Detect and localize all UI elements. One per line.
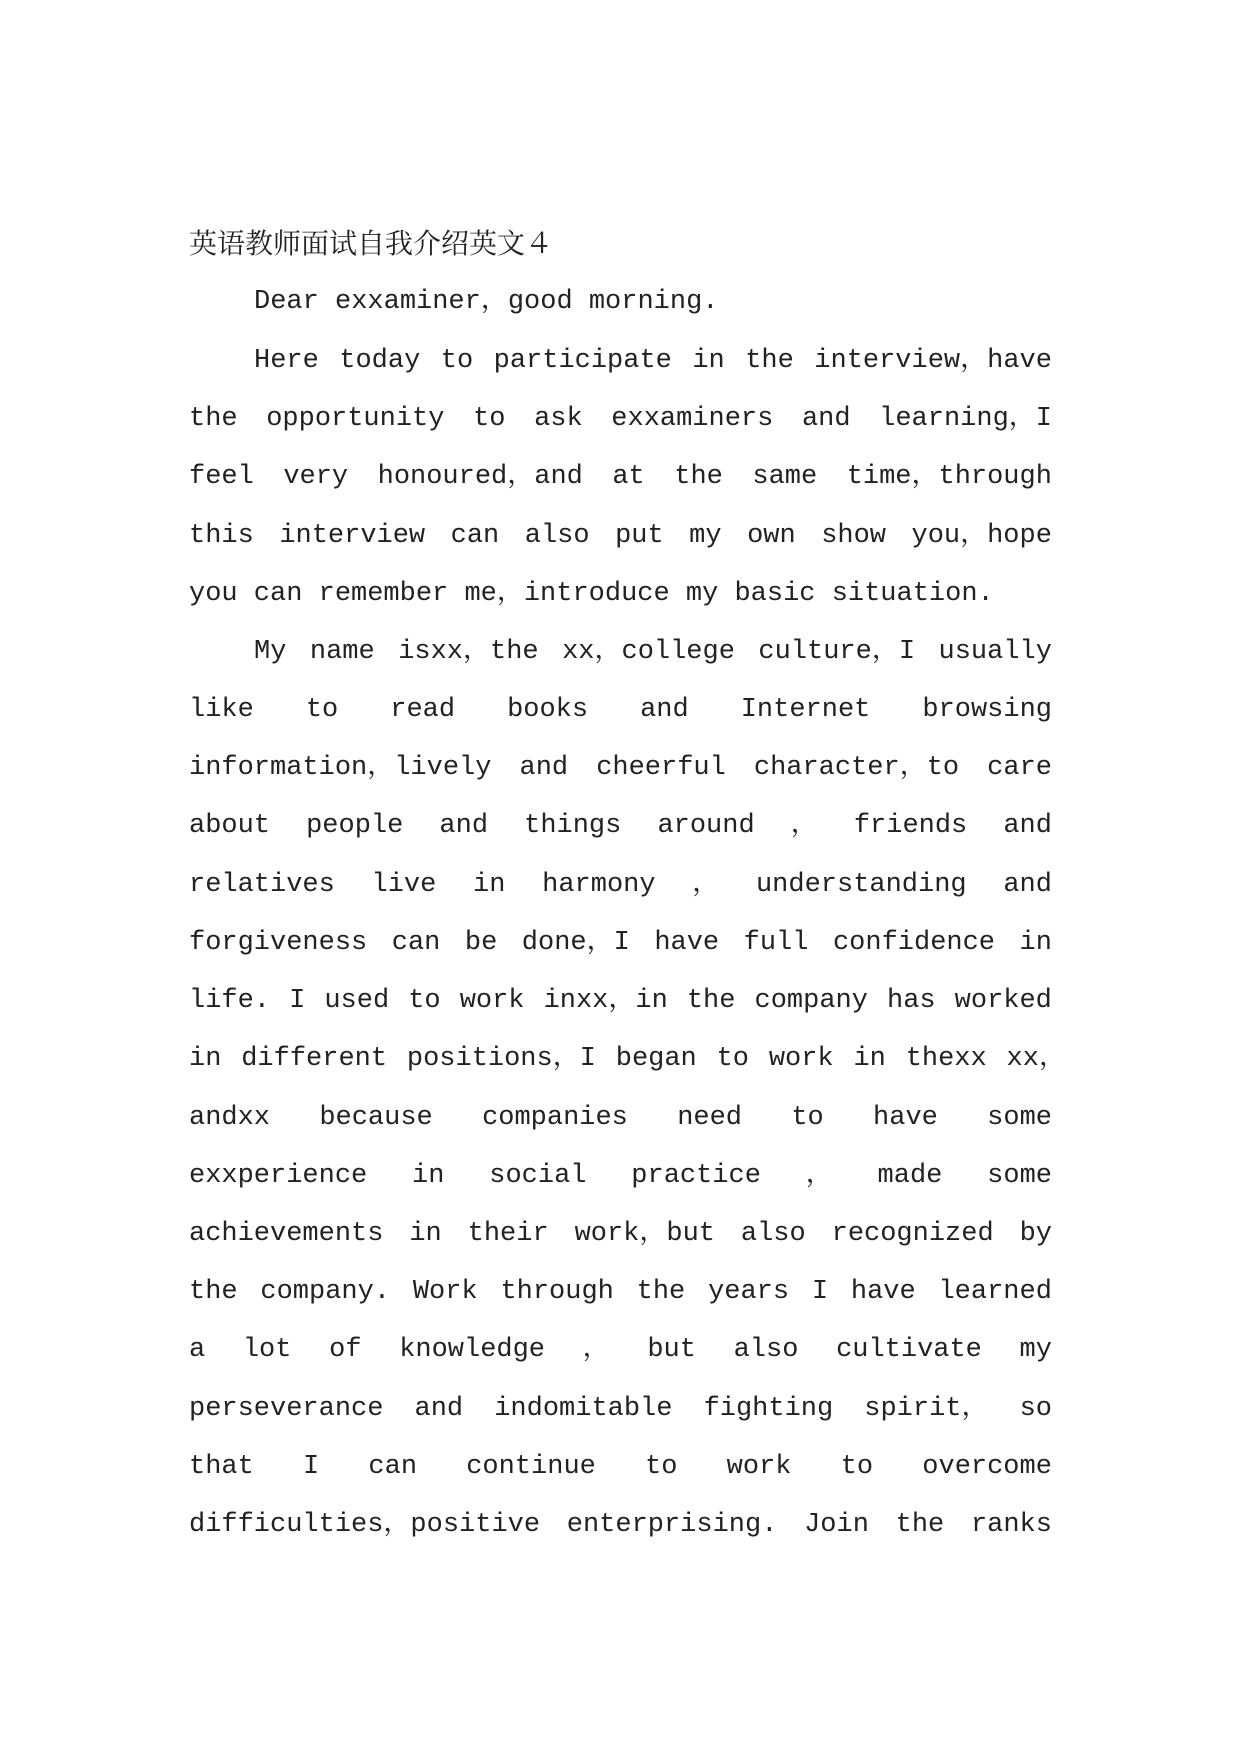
word: like [189,695,254,725]
word: can [391,928,441,958]
word: to [440,346,474,376]
word: learning，I [879,404,1052,434]
word: read [390,695,456,725]
word: to [791,1103,824,1133]
word: ， [692,870,720,900]
word: made [877,1161,943,1191]
word: and [439,811,489,841]
word: can [450,521,500,551]
word: isxx，the [398,637,539,667]
word: care [987,753,1052,783]
word: knowledge [399,1335,546,1365]
word: but [647,1335,696,1365]
paragraph-2-line-2 [189,399,1052,439]
word: and [414,1394,464,1424]
word: books [507,695,589,725]
word: things [524,811,622,841]
paragraph-3-line-1 [254,632,1052,672]
word: so [1019,1394,1052,1424]
word: browsing [922,695,1052,725]
paragraph-3-line-6 [189,923,1052,963]
word: the [895,1510,945,1540]
word: worked [954,986,1052,1016]
document-title: 英语教师面试自我介绍英文４ [189,227,554,260]
word: some [987,1103,1052,1133]
word: that [189,1452,254,1482]
paragraph-3-line-10 [189,1156,1052,1196]
word: can [368,1452,418,1482]
word: enterprising. [566,1510,778,1540]
word: years [708,1277,790,1307]
word: also [733,1335,799,1365]
word: confidence [832,928,996,958]
word: harmony [542,870,656,900]
paragraph-3-line-14 [189,1389,1052,1429]
paragraph-1-line-1: Dear exxaminer，good morning. [254,287,719,317]
word: I [289,986,306,1016]
paragraph-3-line-15 [189,1447,1052,1487]
word: to [473,404,506,434]
word: overcome [922,1452,1052,1482]
paragraph-2-line-4 [189,516,1052,556]
word: Join [804,1510,869,1540]
word: you，hope [911,521,1052,551]
paragraph-3-line-7 [189,981,1052,1021]
paragraph-3-line-9 [189,1098,1052,1138]
word: because [319,1103,433,1133]
word: feel [189,462,254,492]
word: practice [631,1161,761,1191]
word: cheerful [596,753,726,783]
paragraph-3-line-5 [189,865,1052,905]
word: My [254,637,287,667]
word: usually [938,637,1052,667]
word: ， [805,1161,833,1191]
word: life. [189,986,271,1016]
word: Work [412,1277,478,1307]
word: lot [242,1335,292,1365]
word: work [768,1044,834,1074]
word: the [686,986,736,1016]
word: I [811,1277,829,1307]
word: their [467,1219,549,1249]
word: also [524,521,590,551]
word: and [801,404,851,434]
word: to [408,986,441,1016]
word: culture，I [758,637,916,667]
word: my [689,521,722,551]
word: have [850,1277,916,1307]
word: a [189,1335,206,1365]
word: name [309,637,375,667]
paragraph-3-line-12 [189,1272,1052,1312]
word: xx， [1006,1044,1066,1074]
word: and [640,695,689,725]
word: learned [938,1277,1052,1307]
paragraph-3-line-8 [189,1039,1066,1079]
word: the [745,346,794,376]
word: in [473,870,506,900]
word: positions，I [406,1044,596,1074]
word: some [987,1161,1052,1191]
word: friends [853,811,968,841]
word: andxx [189,1103,271,1133]
paragraph-3-line-2 [189,690,1052,730]
word: work [459,986,525,1016]
word: honoured，and [377,462,583,492]
paragraph-3-line-16 [189,1505,1052,1545]
word: I [303,1452,320,1482]
word: to [840,1452,874,1482]
word: ， [790,811,818,841]
paragraph-2-line-5: you can remember me，introduce my basic situation. [189,579,994,609]
paragraph-2-line-1 [254,341,1052,381]
word: ranks [970,1510,1052,1540]
word: different [241,1044,388,1074]
word: fighting [703,1394,834,1424]
word: difficulties，positive [189,1510,541,1540]
word: people [306,811,404,841]
word: xx，college [562,637,735,667]
word: to [305,695,339,725]
paragraph-3-line-4 [189,806,1052,846]
word: the [189,404,238,434]
word: show [821,521,886,551]
paragraph-3-line-11 [189,1214,1052,1254]
word: Here [254,346,319,376]
word: my [1019,1335,1052,1365]
word: in [692,346,725,376]
paragraph-3-line-13 [189,1330,1052,1370]
word: in [409,1219,442,1249]
word: achievements [189,1219,384,1249]
word: opportunity [266,404,445,434]
word: Internet [740,695,871,725]
word: began [615,1044,697,1074]
word: companies [482,1103,628,1133]
word: done，I [521,928,630,958]
word: to [716,1044,749,1074]
word: interview [279,521,426,551]
word: relatives [189,870,335,900]
word: and [1003,870,1052,900]
word: exxperience [189,1161,368,1191]
word: indomitable [494,1394,673,1424]
word: work [726,1452,792,1482]
word: to [645,1452,678,1482]
word: need [677,1103,743,1133]
word: and [1003,811,1052,841]
word: today [339,346,421,376]
word: continue [466,1452,596,1482]
word: same [752,462,818,492]
word: and [519,753,569,783]
word: in [189,1044,222,1074]
word: company. [260,1277,391,1307]
word: company [754,986,868,1016]
word: full [743,928,809,958]
word: about [189,811,271,841]
word: forgiveness [189,928,368,958]
word: in [1019,928,1052,958]
word: around [657,811,755,841]
word: have [654,928,720,958]
word: this [189,521,254,551]
word: through [500,1277,614,1307]
word: of [329,1335,362,1365]
word: in [412,1161,445,1191]
word: very [283,462,349,492]
word: have [873,1103,938,1133]
word: participate [493,346,672,376]
word: the [674,462,723,492]
word: perseverance [189,1394,384,1424]
word: inxx，in [543,986,668,1016]
word: thexx [905,1044,987,1074]
paragraph-2-line-3 [189,457,1052,497]
word: cultivate [836,1335,982,1365]
word: understanding [755,870,967,900]
word: ， [582,1335,610,1365]
word: live [371,870,437,900]
word: ask [534,404,583,434]
word: spirit， [864,1394,989,1424]
word: used [324,986,390,1016]
word: character，to [753,753,960,783]
word: information，lively [189,753,492,783]
paragraph-3-line-3 [189,748,1052,788]
word: time，through [846,462,1052,492]
word: recognized [831,1219,994,1249]
word: social [489,1161,587,1191]
word: has [887,986,936,1016]
word: put [615,521,664,551]
word: also [740,1219,806,1249]
word: at [612,462,645,492]
word: in [853,1044,886,1074]
word: work，but [574,1219,715,1249]
word: the [189,1277,238,1307]
word: own [747,521,796,551]
word: be [464,928,498,958]
word: exxaminers [611,404,774,434]
word: interview，have [814,346,1052,376]
word: by [1019,1219,1052,1249]
word: the [636,1277,686,1307]
